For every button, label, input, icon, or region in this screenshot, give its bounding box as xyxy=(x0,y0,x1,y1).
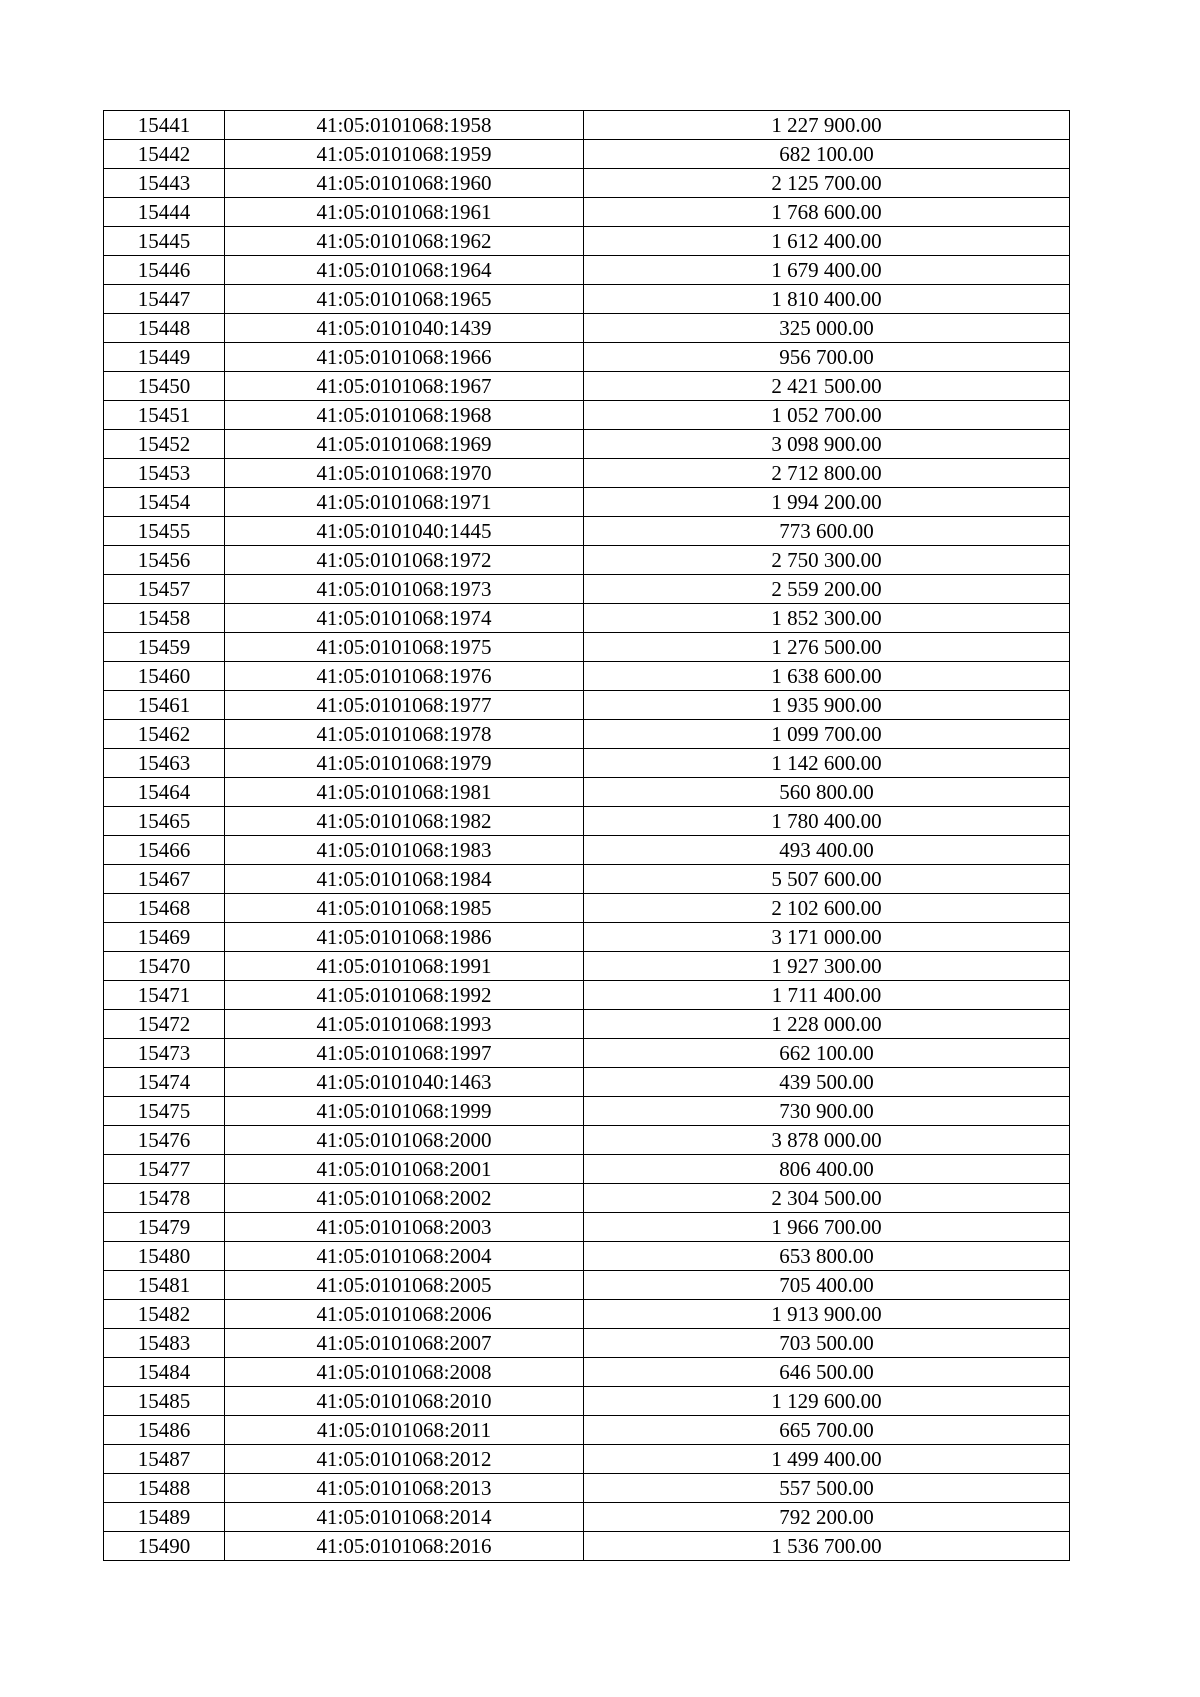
row-number-cell: 15453 xyxy=(104,459,225,488)
table-row xyxy=(104,1155,1070,1184)
row-number-cell: 15459 xyxy=(104,633,225,662)
table-row xyxy=(104,981,1070,1010)
cadastral-number-cell: 41:05:0101068:1979 xyxy=(225,749,584,778)
cadastral-value-cell: 1 768 600.00 xyxy=(584,198,1070,227)
table-row xyxy=(104,1300,1070,1329)
cadastral-number-cell: 41:05:0101068:2006 xyxy=(225,1300,584,1329)
cadastral-number-cell: 41:05:0101068:1992 xyxy=(225,981,584,1010)
cadastral-number-cell: 41:05:0101068:1961 xyxy=(225,198,584,227)
row-number-cell: 15470 xyxy=(104,952,225,981)
cadastral-number-cell: 41:05:0101068:2013 xyxy=(225,1474,584,1503)
cadastral-value-cell: 1 052 700.00 xyxy=(584,401,1070,430)
cadastral-value-cell: 560 800.00 xyxy=(584,778,1070,807)
cadastral-number-cell: 41:05:0101068:1967 xyxy=(225,372,584,401)
cadastral-value-cell: 1 711 400.00 xyxy=(584,981,1070,1010)
cadastral-number-cell: 41:05:0101068:1981 xyxy=(225,778,584,807)
row-number-cell: 15480 xyxy=(104,1242,225,1271)
table-row xyxy=(104,633,1070,662)
table-row xyxy=(104,923,1070,952)
cadastral-value-cell: 1 228 000.00 xyxy=(584,1010,1070,1039)
table-row xyxy=(104,749,1070,778)
cadastral-value-cell: 646 500.00 xyxy=(584,1358,1070,1387)
table-row xyxy=(104,546,1070,575)
cadastral-number-cell: 41:05:0101068:1962 xyxy=(225,227,584,256)
cadastral-number-cell: 41:05:0101068:1969 xyxy=(225,430,584,459)
row-number-cell: 15457 xyxy=(104,575,225,604)
table-row xyxy=(104,1271,1070,1300)
cadastral-value-cell: 2 750 300.00 xyxy=(584,546,1070,575)
cadastral-number-cell: 41:05:0101068:1959 xyxy=(225,140,584,169)
cadastral-value-cell: 1 780 400.00 xyxy=(584,807,1070,836)
cadastral-value-cell: 2 304 500.00 xyxy=(584,1184,1070,1213)
cadastral-value-cell: 1 536 700.00 xyxy=(584,1532,1070,1561)
row-number-cell: 15452 xyxy=(104,430,225,459)
table-row xyxy=(104,256,1070,285)
cadastral-value-cell: 1 142 600.00 xyxy=(584,749,1070,778)
table-row xyxy=(104,1184,1070,1213)
cadastral-number-cell: 41:05:0101068:1986 xyxy=(225,923,584,952)
table-row xyxy=(104,517,1070,546)
cadastral-number-cell: 41:05:0101068:1964 xyxy=(225,256,584,285)
table-row xyxy=(104,575,1070,604)
row-number-cell: 15471 xyxy=(104,981,225,1010)
cadastral-number-cell: 41:05:0101068:1958 xyxy=(225,111,584,140)
row-number-cell: 15461 xyxy=(104,691,225,720)
cadastral-value-cell: 325 000.00 xyxy=(584,314,1070,343)
table-row xyxy=(104,401,1070,430)
cadastral-value-cell: 1 499 400.00 xyxy=(584,1445,1070,1474)
cadastral-value-cell: 1 099 700.00 xyxy=(584,720,1070,749)
row-number-cell: 15460 xyxy=(104,662,225,691)
cadastral-value-cell: 1 810 400.00 xyxy=(584,285,1070,314)
cadastral-number-cell: 41:05:0101068:1978 xyxy=(225,720,584,749)
cadastral-number-cell: 41:05:0101068:2014 xyxy=(225,1503,584,1532)
cadastral-number-cell: 41:05:0101068:1968 xyxy=(225,401,584,430)
row-number-cell: 15478 xyxy=(104,1184,225,1213)
cadastral-number-cell: 41:05:0101068:1971 xyxy=(225,488,584,517)
row-number-cell: 15454 xyxy=(104,488,225,517)
table-row xyxy=(104,1329,1070,1358)
cadastral-value-cell: 665 700.00 xyxy=(584,1416,1070,1445)
cadastral-value-cell: 3 098 900.00 xyxy=(584,430,1070,459)
table-row xyxy=(104,169,1070,198)
cadastral-value-cell: 1 612 400.00 xyxy=(584,227,1070,256)
table-row xyxy=(104,836,1070,865)
cadastral-value-cell: 705 400.00 xyxy=(584,1271,1070,1300)
row-number-cell: 15447 xyxy=(104,285,225,314)
table-row xyxy=(104,430,1070,459)
table-row xyxy=(104,140,1070,169)
cadastral-value-cell: 439 500.00 xyxy=(584,1068,1070,1097)
cadastral-value-cell: 1 927 300.00 xyxy=(584,952,1070,981)
table-row xyxy=(104,952,1070,981)
cadastral-number-cell: 41:05:0101068:1974 xyxy=(225,604,584,633)
table-row xyxy=(104,459,1070,488)
row-number-cell: 15465 xyxy=(104,807,225,836)
row-number-cell: 15472 xyxy=(104,1010,225,1039)
row-number-cell: 15464 xyxy=(104,778,225,807)
cadastral-value-cell: 662 100.00 xyxy=(584,1039,1070,1068)
row-number-cell: 15466 xyxy=(104,836,225,865)
table-row xyxy=(104,1416,1070,1445)
cadastral-number-cell: 41:05:0101068:1993 xyxy=(225,1010,584,1039)
table-row xyxy=(104,1039,1070,1068)
row-number-cell: 15486 xyxy=(104,1416,225,1445)
cadastral-number-cell: 41:05:0101068:1999 xyxy=(225,1097,584,1126)
cadastral-value-cell: 2 125 700.00 xyxy=(584,169,1070,198)
cadastral-value-cell: 956 700.00 xyxy=(584,343,1070,372)
cadastral-value-cell: 2 421 500.00 xyxy=(584,372,1070,401)
row-number-cell: 15490 xyxy=(104,1532,225,1561)
cadastral-value-cell: 653 800.00 xyxy=(584,1242,1070,1271)
cadastral-number-cell: 41:05:0101040:1439 xyxy=(225,314,584,343)
table-row xyxy=(104,372,1070,401)
table-row xyxy=(104,1097,1070,1126)
table-row xyxy=(104,1010,1070,1039)
row-number-cell: 15479 xyxy=(104,1213,225,1242)
table-row xyxy=(104,343,1070,372)
row-number-cell: 15483 xyxy=(104,1329,225,1358)
cadastral-number-cell: 41:05:0101068:1977 xyxy=(225,691,584,720)
table-row xyxy=(104,1503,1070,1532)
cadastral-number-cell: 41:05:0101068:2011 xyxy=(225,1416,584,1445)
row-number-cell: 15455 xyxy=(104,517,225,546)
row-number-cell: 15482 xyxy=(104,1300,225,1329)
cadastral-number-cell: 41:05:0101068:2004 xyxy=(225,1242,584,1271)
table-row xyxy=(104,807,1070,836)
row-number-cell: 15448 xyxy=(104,314,225,343)
cadastral-value-cell: 2 712 800.00 xyxy=(584,459,1070,488)
cadastral-number-cell: 41:05:0101068:2016 xyxy=(225,1532,584,1561)
table-row xyxy=(104,1474,1070,1503)
table-row xyxy=(104,1387,1070,1416)
row-number-cell: 15462 xyxy=(104,720,225,749)
row-number-cell: 15442 xyxy=(104,140,225,169)
cadastral-value-cell: 1 227 900.00 xyxy=(584,111,1070,140)
row-number-cell: 15469 xyxy=(104,923,225,952)
cadastral-value-cell: 730 900.00 xyxy=(584,1097,1070,1126)
cadastral-number-cell: 41:05:0101068:2008 xyxy=(225,1358,584,1387)
cadastral-number-cell: 41:05:0101068:2012 xyxy=(225,1445,584,1474)
cadastral-number-cell: 41:05:0101068:1982 xyxy=(225,807,584,836)
row-number-cell: 15481 xyxy=(104,1271,225,1300)
table-row xyxy=(104,488,1070,517)
cadastral-number-cell: 41:05:0101068:1960 xyxy=(225,169,584,198)
table-row xyxy=(104,111,1070,140)
table-row xyxy=(104,198,1070,227)
row-number-cell: 15444 xyxy=(104,198,225,227)
table-row xyxy=(104,314,1070,343)
cadastral-value-cell: 2 102 600.00 xyxy=(584,894,1070,923)
row-number-cell: 15475 xyxy=(104,1097,225,1126)
table-row xyxy=(104,1445,1070,1474)
cadastral-value-cell: 1 276 500.00 xyxy=(584,633,1070,662)
cadastral-number-cell: 41:05:0101068:1983 xyxy=(225,836,584,865)
table-row xyxy=(104,1213,1070,1242)
cadastral-number-cell: 41:05:0101068:1984 xyxy=(225,865,584,894)
cadastral-number-cell: 41:05:0101068:1997 xyxy=(225,1039,584,1068)
row-number-cell: 15487 xyxy=(104,1445,225,1474)
cadastral-value-cell: 1 994 200.00 xyxy=(584,488,1070,517)
cadastral-number-cell: 41:05:0101068:1975 xyxy=(225,633,584,662)
cadastral-value-cell: 806 400.00 xyxy=(584,1155,1070,1184)
row-number-cell: 15473 xyxy=(104,1039,225,1068)
cadastral-value-cell: 493 400.00 xyxy=(584,836,1070,865)
row-number-cell: 15449 xyxy=(104,343,225,372)
row-number-cell: 15456 xyxy=(104,546,225,575)
cadastral-number-cell: 41:05:0101068:2001 xyxy=(225,1155,584,1184)
cadastral-number-cell: 41:05:0101068:2002 xyxy=(225,1184,584,1213)
row-number-cell: 15467 xyxy=(104,865,225,894)
row-number-cell: 15443 xyxy=(104,169,225,198)
table-row xyxy=(104,1358,1070,1387)
cadastral-number-cell: 41:05:0101068:1965 xyxy=(225,285,584,314)
table-row xyxy=(104,1532,1070,1561)
cadastral-number-cell: 41:05:0101068:2010 xyxy=(225,1387,584,1416)
row-number-cell: 15463 xyxy=(104,749,225,778)
table-row xyxy=(104,1126,1070,1155)
cadastral-value-cell: 557 500.00 xyxy=(584,1474,1070,1503)
cadastral-number-cell: 41:05:0101068:1970 xyxy=(225,459,584,488)
table-row xyxy=(104,894,1070,923)
cadastral-value-cell: 1 679 400.00 xyxy=(584,256,1070,285)
table-row xyxy=(104,1242,1070,1271)
table-row xyxy=(104,227,1070,256)
cadastral-number-cell: 41:05:0101068:1973 xyxy=(225,575,584,604)
cadastral-value-cell: 773 600.00 xyxy=(584,517,1070,546)
cadastral-number-cell: 41:05:0101068:1991 xyxy=(225,952,584,981)
row-number-cell: 15476 xyxy=(104,1126,225,1155)
cadastral-number-cell: 41:05:0101068:1976 xyxy=(225,662,584,691)
cadastral-value-cell: 1 913 900.00 xyxy=(584,1300,1070,1329)
row-number-cell: 15474 xyxy=(104,1068,225,1097)
cadastral-value-cell: 1 935 900.00 xyxy=(584,691,1070,720)
table-row xyxy=(104,1068,1070,1097)
cadastral-number-cell: 41:05:0101040:1463 xyxy=(225,1068,584,1097)
table-row xyxy=(104,662,1070,691)
table-row xyxy=(104,865,1070,894)
row-number-cell: 15446 xyxy=(104,256,225,285)
row-number-cell: 15489 xyxy=(104,1503,225,1532)
cadastral-number-cell: 41:05:0101068:2003 xyxy=(225,1213,584,1242)
cadastral-value-cell: 2 559 200.00 xyxy=(584,575,1070,604)
cadastral-value-cell: 1 638 600.00 xyxy=(584,662,1070,691)
row-number-cell: 15451 xyxy=(104,401,225,430)
row-number-cell: 15484 xyxy=(104,1358,225,1387)
cadastral-value-cell: 1 852 300.00 xyxy=(584,604,1070,633)
cadastral-number-cell: 41:05:0101068:1985 xyxy=(225,894,584,923)
cadastral-value-cell: 1 966 700.00 xyxy=(584,1213,1070,1242)
table-row xyxy=(104,720,1070,749)
row-number-cell: 15485 xyxy=(104,1387,225,1416)
row-number-cell: 15450 xyxy=(104,372,225,401)
row-number-cell: 15458 xyxy=(104,604,225,633)
cadastral-value-cell: 703 500.00 xyxy=(584,1329,1070,1358)
row-number-cell: 15445 xyxy=(104,227,225,256)
row-number-cell: 15477 xyxy=(104,1155,225,1184)
row-number-cell: 15468 xyxy=(104,894,225,923)
table-row xyxy=(104,285,1070,314)
table-body xyxy=(104,111,1070,1561)
cadastral-value-cell: 5 507 600.00 xyxy=(584,865,1070,894)
cadastral-number-cell: 41:05:0101040:1445 xyxy=(225,517,584,546)
row-number-cell: 15488 xyxy=(104,1474,225,1503)
cadastral-value-cell: 3 171 000.00 xyxy=(584,923,1070,952)
cadastral-number-cell: 41:05:0101068:1972 xyxy=(225,546,584,575)
cadastral-number-cell: 41:05:0101068:2000 xyxy=(225,1126,584,1155)
table-row xyxy=(104,778,1070,807)
cadastral-number-cell: 41:05:0101068:2007 xyxy=(225,1329,584,1358)
cadastral-number-cell: 41:05:0101068:1966 xyxy=(225,343,584,372)
cadastral-value-cell: 3 878 000.00 xyxy=(584,1126,1070,1155)
cadastral-value-cell: 682 100.00 xyxy=(584,140,1070,169)
cadastral-value-cell: 792 200.00 xyxy=(584,1503,1070,1532)
cadastral-value-cell: 1 129 600.00 xyxy=(584,1387,1070,1416)
cadastral-value-table xyxy=(103,110,1070,1561)
table-row xyxy=(104,691,1070,720)
row-number-cell: 15441 xyxy=(104,111,225,140)
cadastral-number-cell: 41:05:0101068:2005 xyxy=(225,1271,584,1300)
table-row xyxy=(104,604,1070,633)
